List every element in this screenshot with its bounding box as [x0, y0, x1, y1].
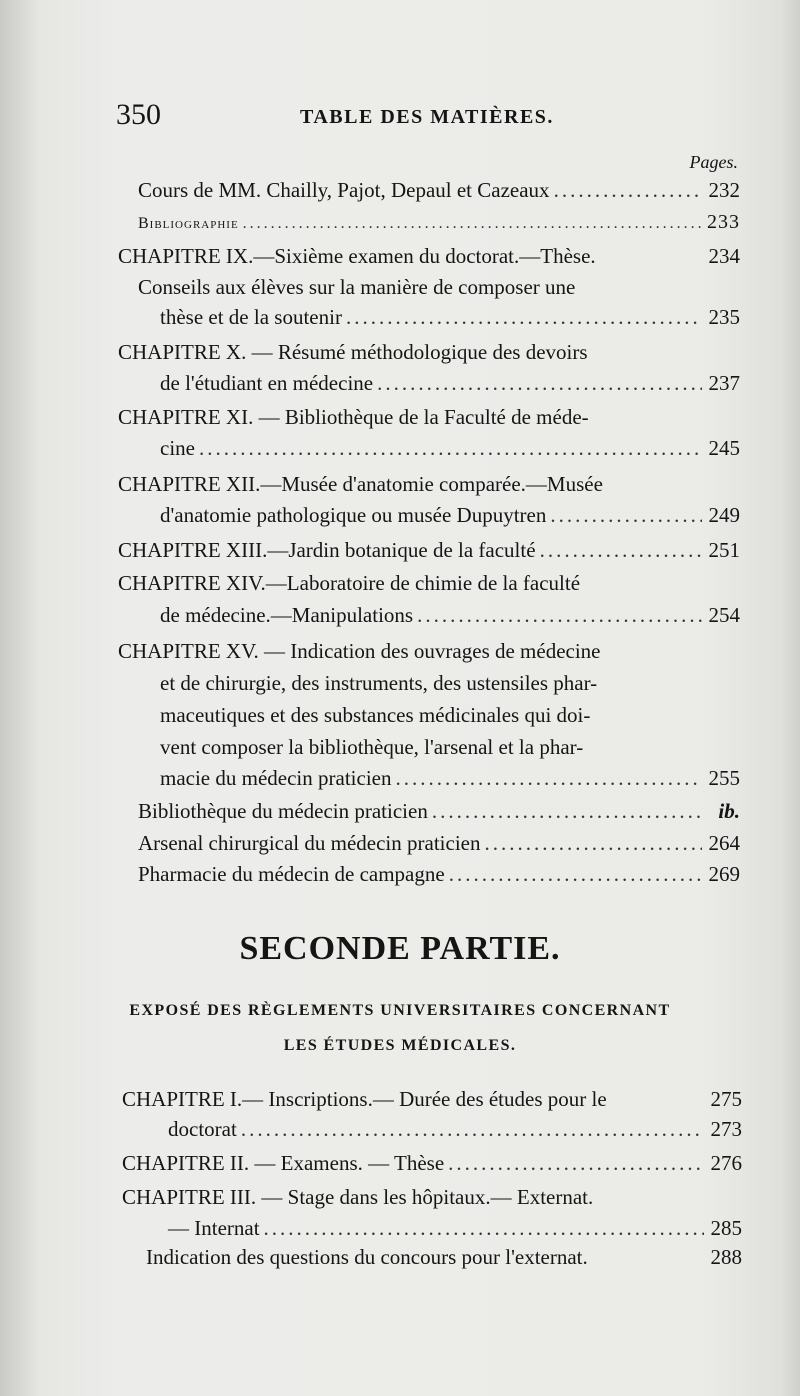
toc-entry-line: maceutiques et des substances médicinales qui doi- [160, 703, 591, 727]
toc-entry [160, 600, 740, 631]
running-head [116, 98, 676, 138]
page-title: TABLE DES MATIÈRES. [300, 106, 554, 128]
toc-entry [138, 828, 740, 859]
toc-entry-text: doctorat [168, 1117, 237, 1141]
toc-entry-text: CHAPITRE XIII.—Jardin botanique de la faculté [118, 538, 536, 562]
toc-entry-page: 251 [708, 538, 740, 562]
toc-entry-page: 237 [708, 371, 740, 395]
dot-leader [395, 763, 702, 794]
toc-entry-text: de médecine.—Manipulations [160, 603, 414, 627]
toc-entry-text: cine [160, 436, 195, 460]
toc-entry-page: 235 [708, 305, 740, 329]
toc-entry-line: CHAPITRE XV. — Indication des ouvrages de médecine [118, 639, 601, 663]
dot-leader [484, 828, 702, 859]
part-subtitle-line2: LES ÉTUDES MÉDICALES. [283, 1037, 517, 1054]
toc-entry [138, 796, 740, 827]
toc-entry-page: 285 [710, 1216, 742, 1240]
toc-entry-text: Arsenal chirurgical du médecin praticien [138, 831, 481, 855]
dot-leader [243, 208, 702, 239]
toc-entry-text: Bibliographie [138, 215, 239, 232]
toc-entry [160, 368, 740, 399]
toc-entry-page: 232 [708, 178, 740, 202]
dot-leader [432, 796, 702, 827]
toc-entry-text: Indication des questions du concours pour l'externat. [146, 1245, 588, 1269]
toc-entry-page: ib. [718, 799, 740, 823]
dot-leader [554, 175, 702, 206]
dot-leader [241, 1114, 704, 1145]
pages-column-label: Pages. [689, 152, 738, 172]
toc-entry [138, 859, 740, 890]
toc-entry [118, 241, 740, 272]
toc-entry-page: 273 [710, 1117, 742, 1141]
toc-entry [168, 1114, 742, 1145]
dot-leader [540, 535, 702, 566]
toc-entry-text: Pharmacie du médecin de campagne [138, 862, 445, 886]
toc-entry-text: d'anatomie pathologique ou musée Dupuytren [160, 503, 547, 527]
dot-leader [264, 1213, 704, 1244]
toc-entry-page: 249 [708, 503, 740, 527]
toc-entry-line: CHAPITRE III. — Stage dans les hôpitaux.— Externat. [122, 1185, 594, 1209]
toc-entry [122, 1084, 742, 1115]
toc-entry [118, 535, 740, 566]
toc-entry-line: CHAPITRE X. — Résumé méthodologique des devoirs [118, 340, 588, 364]
toc-entry-page: 233 [707, 211, 740, 233]
toc-entry [138, 207, 740, 239]
toc-entry-line: CHAPITRE XIV.—Laboratoire de chimie de la faculté [118, 571, 581, 595]
toc-entry-page: 276 [710, 1151, 742, 1175]
toc-entry-line: et de chirurgie, des instruments, des ustensiles phar- [160, 671, 598, 695]
toc-entry [168, 1213, 742, 1244]
toc-entry-page: 245 [708, 436, 740, 460]
toc-entry-line: CHAPITRE XI. — Bibliothèque de la Faculté de méde- [118, 405, 589, 429]
dot-leader [449, 859, 702, 890]
toc-entry [160, 433, 740, 464]
toc-entry-text: Cours de MM. Chailly, Pajot, Depaul et Cazeaux [138, 178, 550, 202]
toc-entry [122, 1148, 742, 1179]
toc-entry-page: 269 [708, 862, 740, 886]
dot-leader [417, 600, 702, 631]
toc-entry [160, 763, 740, 794]
toc-entry [146, 1242, 742, 1273]
toc-entry-page: 234 [708, 244, 740, 268]
toc-entry-text: CHAPITRE I.— Inscriptions.— Durée des études pour le [122, 1087, 607, 1111]
toc-entry-page: 255 [708, 766, 740, 790]
dot-leader [550, 500, 702, 531]
toc-entry-text: Bibliothèque du médecin praticien [138, 799, 428, 823]
toc-entry-page: 275 [710, 1087, 742, 1111]
toc-entry [160, 500, 740, 531]
dot-leader [448, 1148, 704, 1179]
toc-entry-page: 254 [708, 603, 740, 627]
part-heading: SECONDE PARTIE. [239, 930, 561, 967]
toc-entry-text: thèse et de la soutenir [160, 305, 342, 329]
toc-entry-text: de l'étudiant en médecine [160, 371, 374, 395]
toc-entry-text: — Internat [168, 1216, 260, 1240]
toc-entry-text: CHAPITRE II. — Examens. — Thèse [122, 1151, 445, 1175]
toc-entry-text: CHAPITRE IX.—Sixième examen du doctorat.—Thèse. [118, 244, 596, 268]
dot-leader [199, 433, 702, 464]
toc-entry-line: vent composer la bibliothèque, l'arsenal et la phar- [160, 735, 584, 759]
toc-entry-text: macie du médecin praticien [160, 766, 392, 790]
toc-entry-page: 288 [710, 1245, 742, 1269]
toc-entry-page: 264 [708, 831, 740, 855]
toc-entry-line: CHAPITRE XII.—Musée d'anatomie comparée.—Musée [118, 472, 603, 496]
toc-entry-line: Conseils aux élèves sur la manière de composer une [138, 275, 576, 299]
toc-entry [160, 302, 740, 333]
part-subtitle-line1: EXPOSÉ DES RÈGLEMENTS UNIVERSITAIRES CONCERNANT [129, 1002, 671, 1019]
page-number: 350 [116, 98, 161, 131]
dot-leader [346, 302, 702, 333]
toc-entry [138, 175, 740, 206]
dot-leader [377, 368, 702, 399]
